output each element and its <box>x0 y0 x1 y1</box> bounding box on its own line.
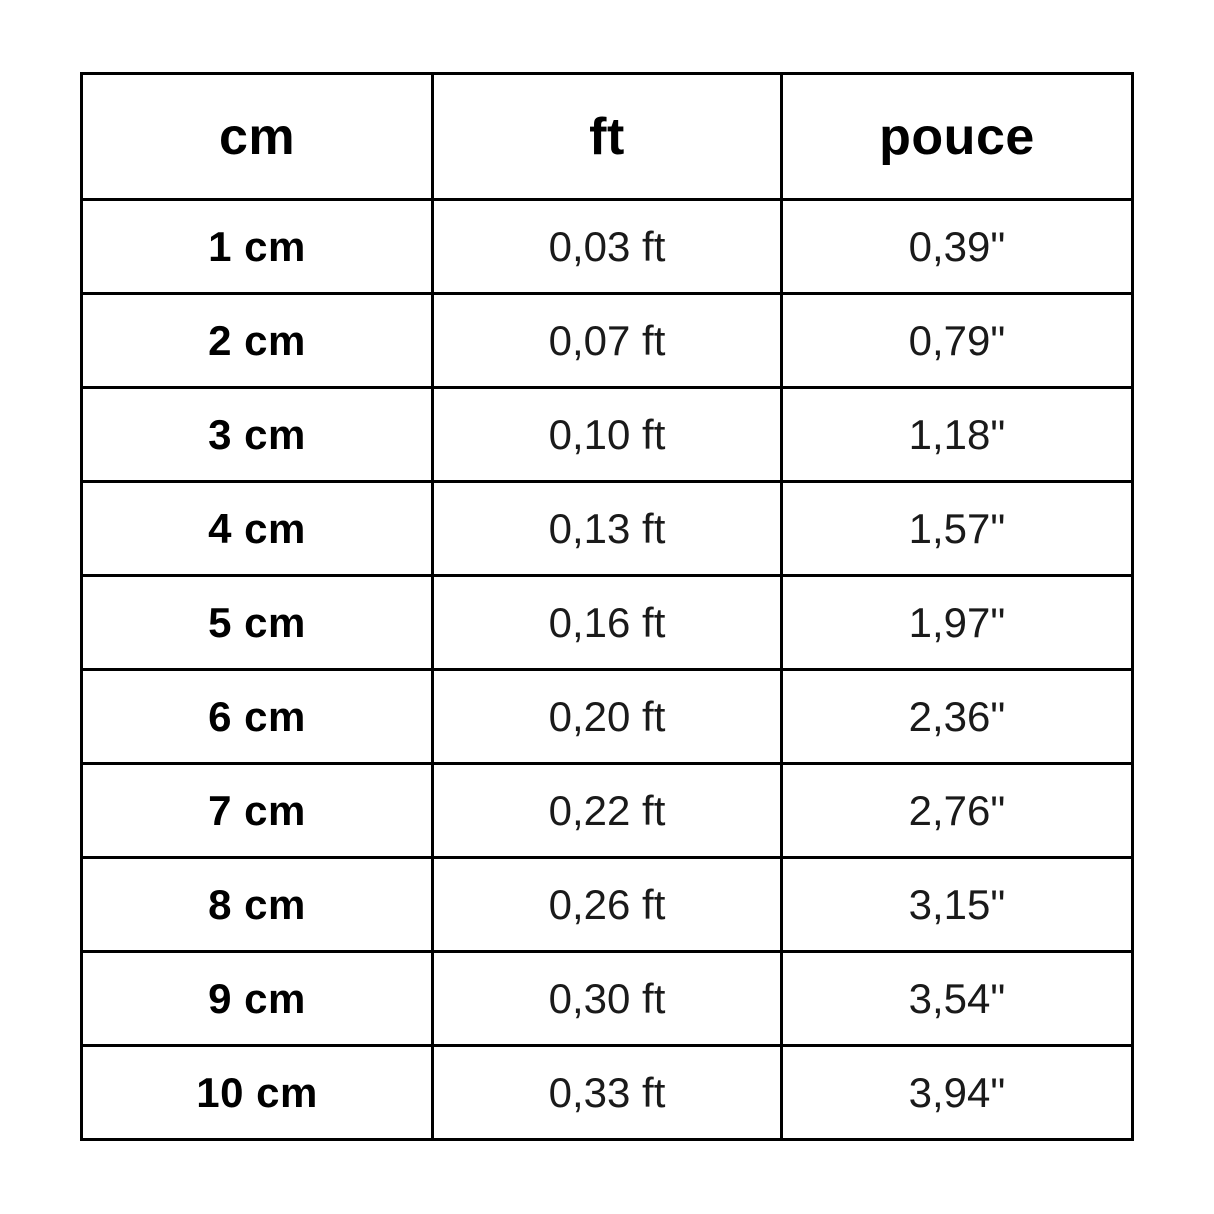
cell-ft: 0,07 ft <box>433 294 782 388</box>
cell-pouce: 1,97" <box>781 576 1132 670</box>
table-row <box>82 388 1133 482</box>
cell-ft: 0,10 ft <box>433 388 782 482</box>
cell-ft: 0,20 ft <box>433 670 782 764</box>
cell-ft: 0,22 ft <box>433 764 782 858</box>
table-row <box>82 764 1133 858</box>
cell-pouce: 0,79" <box>781 294 1132 388</box>
cell-ft: 0,33 ft <box>433 1046 782 1140</box>
cell-cm: 5 cm <box>82 576 433 670</box>
header-pouce: pouce <box>781 74 1132 200</box>
cell-pouce: 3,94" <box>781 1046 1132 1140</box>
cell-cm: 6 cm <box>82 670 433 764</box>
header-ft: ft <box>433 74 782 200</box>
cell-cm: 1 cm <box>82 200 433 294</box>
cell-cm: 7 cm <box>82 764 433 858</box>
cell-pouce: 1,18" <box>781 388 1132 482</box>
table-row <box>82 200 1133 294</box>
table-row <box>82 482 1133 576</box>
cell-pouce: 3,15" <box>781 858 1132 952</box>
table-row <box>82 670 1133 764</box>
cell-cm: 8 cm <box>82 858 433 952</box>
conversion-table <box>80 72 1134 1141</box>
cell-pouce: 1,57" <box>781 482 1132 576</box>
cell-pouce: 3,54" <box>781 952 1132 1046</box>
cell-ft: 0,13 ft <box>433 482 782 576</box>
header-cm: cm <box>82 74 433 200</box>
table-row <box>82 858 1133 952</box>
cell-cm: 4 cm <box>82 482 433 576</box>
cell-ft: 0,16 ft <box>433 576 782 670</box>
cell-ft: 0,26 ft <box>433 858 782 952</box>
cell-cm: 10 cm <box>82 1046 433 1140</box>
cell-ft: 0,03 ft <box>433 200 782 294</box>
table-row <box>82 952 1133 1046</box>
table-row <box>82 576 1133 670</box>
cell-cm: 9 cm <box>82 952 433 1046</box>
cell-ft: 0,30 ft <box>433 952 782 1046</box>
cell-pouce: 2,36" <box>781 670 1132 764</box>
cell-cm: 2 cm <box>82 294 433 388</box>
table-row <box>82 294 1133 388</box>
header-row <box>82 74 1133 200</box>
cell-pouce: 2,76" <box>781 764 1132 858</box>
cell-cm: 3 cm <box>82 388 433 482</box>
cell-pouce: 0,39" <box>781 200 1132 294</box>
table-row <box>82 1046 1133 1140</box>
